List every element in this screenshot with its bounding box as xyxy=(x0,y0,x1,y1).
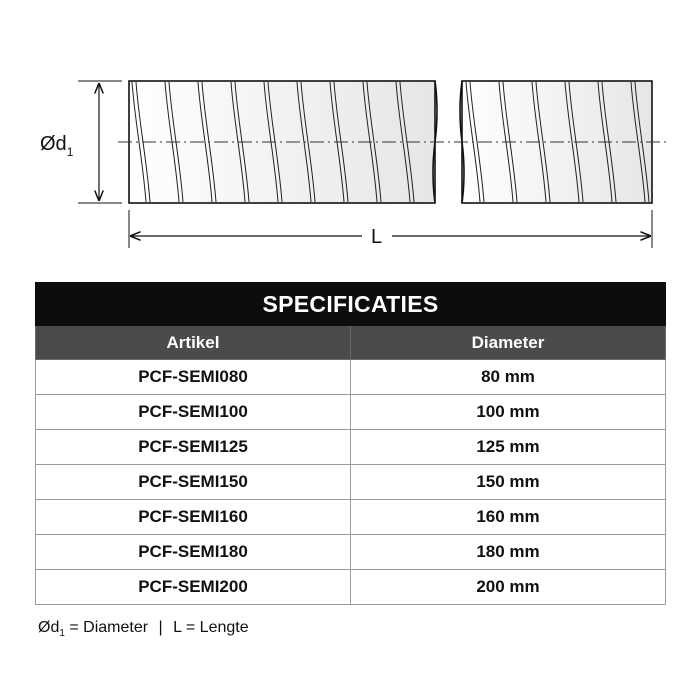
artikel-cell: PCF-SEMI150 xyxy=(36,465,351,500)
legend-diameter-subscript: 1 xyxy=(59,628,65,640)
table-row xyxy=(36,570,666,605)
diameter-cell: 200 mm xyxy=(351,570,666,605)
table-header-row xyxy=(36,326,666,360)
column-header-diameter: Diameter xyxy=(351,326,666,360)
length-label: L xyxy=(371,226,383,248)
table-title: SPECIFICATIES xyxy=(36,283,666,326)
table-row xyxy=(36,430,666,465)
table-row xyxy=(36,360,666,395)
diameter-cell: 100 mm xyxy=(351,395,666,430)
diameter-cell: 180 mm xyxy=(351,535,666,570)
legend-separator: | xyxy=(158,619,163,636)
legend xyxy=(38,619,249,639)
legend-diameter-symbol: Ød xyxy=(38,619,60,636)
table-row xyxy=(36,535,666,570)
table-title-row xyxy=(36,283,666,326)
diameter-cell: 125 mm xyxy=(351,430,666,465)
column-header-artikel: Artikel xyxy=(36,326,351,360)
diameter-label: $Ød_1$ xyxy=(40,133,74,159)
duct-technical-drawing xyxy=(0,0,700,265)
diameter-cell: 150 mm xyxy=(351,465,666,500)
legend-diameter-text: = Diameter xyxy=(69,619,149,636)
table-row xyxy=(36,500,666,535)
legend-length-text: L = Lengte xyxy=(173,619,249,636)
diameter-cell: 80 mm xyxy=(351,360,666,395)
artikel-cell: PCF-SEMI080 xyxy=(36,360,351,395)
artikel-cell: PCF-SEMI180 xyxy=(36,535,351,570)
table-row xyxy=(36,395,666,430)
diameter-cell: 160 mm xyxy=(351,500,666,535)
table-row xyxy=(36,465,666,500)
artikel-cell: PCF-SEMI100 xyxy=(36,395,351,430)
artikel-cell: PCF-SEMI160 xyxy=(36,500,351,535)
artikel-cell: PCF-SEMI200 xyxy=(36,570,351,605)
specifications-table xyxy=(35,282,666,605)
artikel-cell: PCF-SEMI125 xyxy=(36,430,351,465)
